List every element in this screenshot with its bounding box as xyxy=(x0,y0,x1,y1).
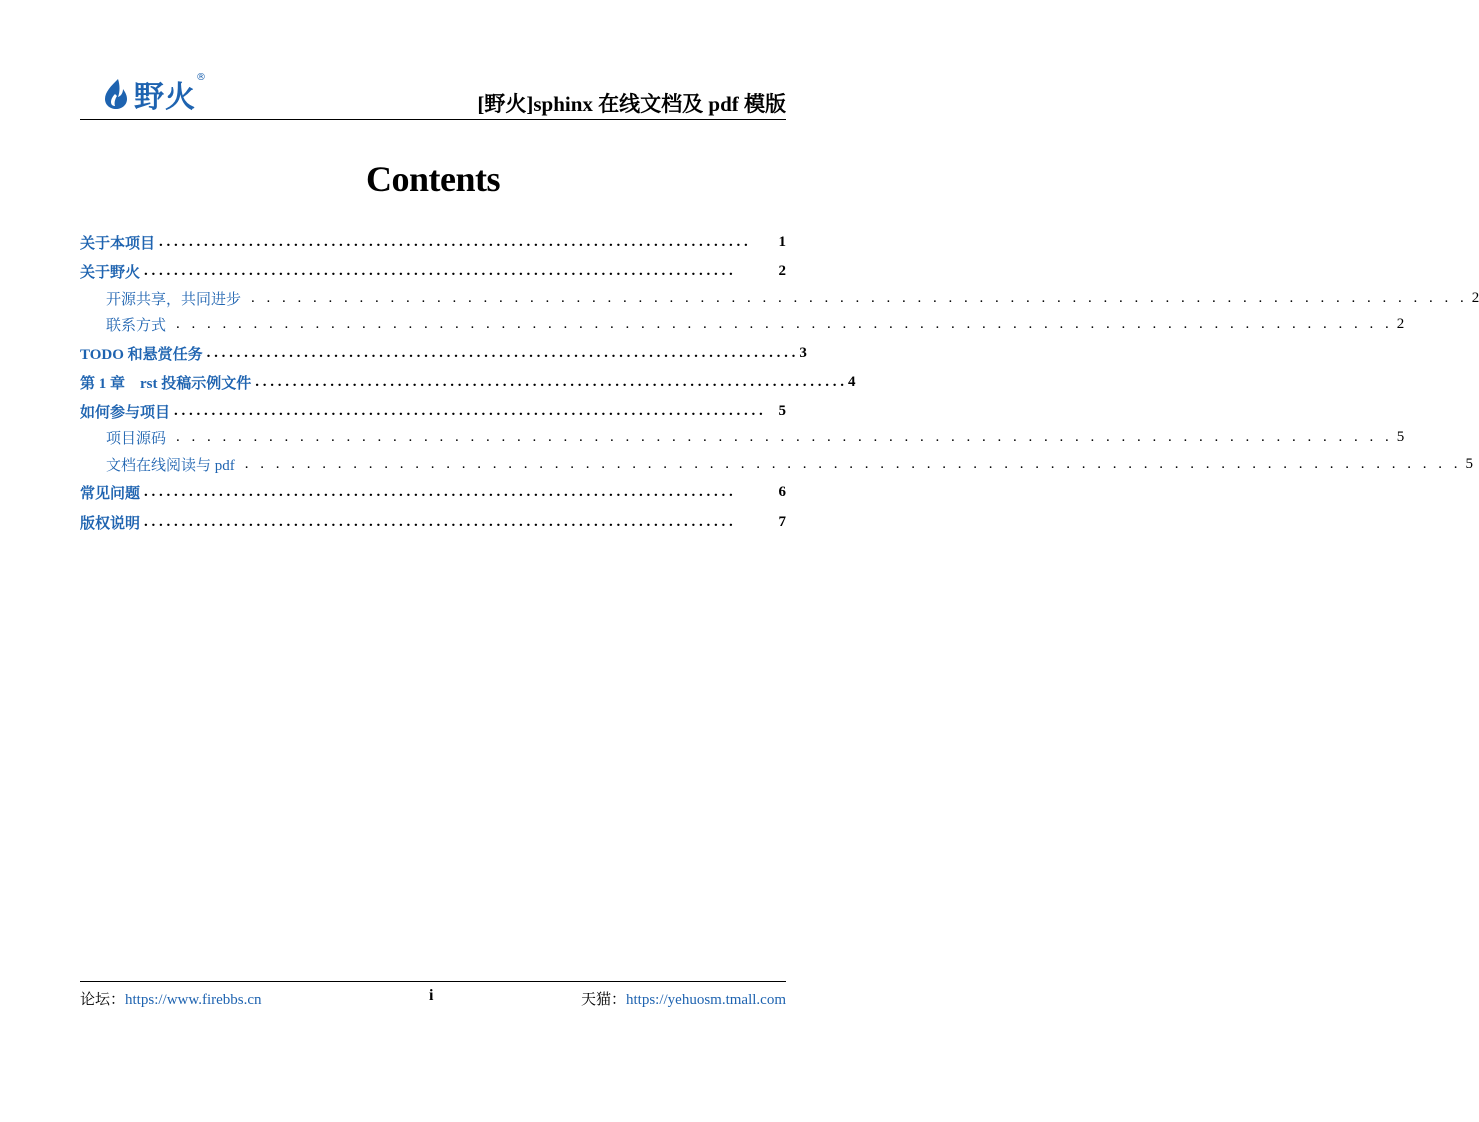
toc-entry[interactable] xyxy=(80,312,1405,336)
toc-entry-label[interactable]: 关于本项目 xyxy=(80,235,156,252)
forum-link[interactable]: https://www.firebbs.cn xyxy=(125,992,262,1008)
brand-logo xyxy=(102,72,206,116)
toc-entry-page[interactable]: 5 xyxy=(778,402,786,419)
page-number: i xyxy=(429,987,434,1004)
toc-entry-page[interactable]: 5 xyxy=(1465,455,1473,472)
toc-leader-dots: . . . . . . . . . . . . . . . . . . . . . . . . . . . . . . . . . . . . . . . . . . . . . . . . . . . . . . . . . . . . . . . . . . . . . . . . . . . . . . . xyxy=(144,483,733,500)
toc-entry-label[interactable]: 版权说明 xyxy=(80,515,141,532)
toc-leader-dots: . . . . . . . . . . . . . . . . . . . . . . . . . . . . . . . . . . . . . . . . . . . . . . . . . . . . . . . . . . . . . . . . . . . . . . . . . . . . . . . xyxy=(174,402,763,419)
toc-entry[interactable] xyxy=(80,370,856,394)
registered-mark: ® xyxy=(196,72,206,83)
page-footer xyxy=(80,981,786,1011)
toc-leader-dots: . . . . . . . . . . . . . . . . . . . . . . . . . . . . . . . . . . . . . . . . . . . . . . . . . . . . . . . . . . . . . . . . . . . . . . . . . . . . . . . xyxy=(159,233,748,250)
toc-entry-page[interactable]: 2 xyxy=(1396,315,1405,332)
tmall-link[interactable]: https://yehuosm.tmall.com xyxy=(626,992,786,1008)
document-title: [野火]sphinx 在线文档及 pdf 模版 xyxy=(477,92,786,116)
toc-leader-dots: . . . . . . . . . . . . . . . . . . . . . . . . . . . . . . . . . . . . . . . . . . . . . . . . . . . . . . . . . . . . . . . . . . . . . . . . . . . . . . . xyxy=(251,289,1468,306)
toc-entry-label[interactable]: 项目源码 xyxy=(106,430,167,447)
tmall-label: 天猫： xyxy=(580,992,626,1008)
toc-entry-page[interactable]: 2 xyxy=(778,262,786,279)
toc-entry-page[interactable]: 1 xyxy=(778,233,786,250)
page-title: Contents xyxy=(365,159,500,199)
toc-entry-label[interactable]: TODO 和悬赏任务 xyxy=(80,346,203,363)
toc-entry[interactable] xyxy=(80,341,807,365)
toc-entry[interactable] xyxy=(80,230,786,254)
page-header xyxy=(80,66,786,122)
toc-leader-dots: . . . . . . . . . . . . . . . . . . . . . . . . . . . . . . . . . . . . . . . . . . . . . . . . . . . . . . . . . . . . . . . . . . . . . . . . . . . . . . . xyxy=(206,344,796,361)
forum-label: 论坛： xyxy=(80,992,126,1008)
toc-entry-label[interactable]: 常见问题 xyxy=(80,485,141,502)
toc-entry-label[interactable]: 联系方式 xyxy=(106,317,167,334)
footer-divider xyxy=(80,981,786,982)
flame-icon xyxy=(102,78,130,110)
toc-entry-label[interactable]: 如何参与项目 xyxy=(80,404,171,421)
toc-leader-dots: . . . . . . . . . . . . . . . . . . . . . . . . . . . . . . . . . . . . . . . . . . . . . . . . . . . . . . . . . . . . . . . . . . . . . . . . . . . . . . . xyxy=(176,315,1393,332)
forum-info xyxy=(80,988,262,1009)
toc-entry-page[interactable]: 6 xyxy=(778,483,786,500)
toc-entry[interactable] xyxy=(80,425,1405,449)
toc-entry-page[interactable]: 5 xyxy=(1396,428,1405,445)
toc-entry-label[interactable]: 第 1 章 rst 投稿示例文件 xyxy=(80,375,252,392)
toc-leader-dots: . . . . . . . . . . . . . . . . . . . . . . . . . . . . . . . . . . . . . . . . . . . . . . . . . . . . . . . . . . . . . . . . . . . . . . . . . . . . . . . xyxy=(244,455,1462,472)
toc-entry[interactable] xyxy=(80,452,1473,476)
toc-entry[interactable] xyxy=(80,286,1479,310)
toc-leader-dots: . . . . . . . . . . . . . . . . . . . . . . . . . . . . . . . . . . . . . . . . . . . . . . . . . . . . . . . . . . . . . . . . . . . . . . . . . . . . . . . xyxy=(176,428,1393,445)
toc-entry-page[interactable]: 3 xyxy=(799,344,807,361)
toc-entry[interactable] xyxy=(80,399,786,423)
tmall-info xyxy=(581,988,786,1009)
toc-leader-dots: . . . . . . . . . . . . . . . . . . . . . . . . . . . . . . . . . . . . . . . . . . . . . . . . . . . . . . . . . . . . . . . . . . . . . . . . . . . . . . . xyxy=(144,262,733,279)
toc-entry[interactable] xyxy=(80,480,786,504)
toc-entry-label[interactable]: 关于野火 xyxy=(80,264,141,281)
toc-leader-dots: . . . . . . . . . . . . . . . . . . . . . . . . . . . . . . . . . . . . . . . . . . . . . . . . . . . . . . . . . . . . . . . . . . . . . . . . . . . . . . . xyxy=(144,513,733,530)
toc-entry[interactable] xyxy=(80,510,786,534)
toc-entry-page[interactable]: 2 xyxy=(1471,289,1479,306)
logo-text: 野火 xyxy=(134,80,196,115)
header-divider xyxy=(80,119,786,120)
toc-entry-page[interactable]: 4 xyxy=(848,373,856,390)
toc-entry[interactable] xyxy=(80,259,786,283)
toc-leader-dots: . . . . . . . . . . . . . . . . . . . . . . . . . . . . . . . . . . . . . . . . . . . . . . . . . . . . . . . . . . . . . . . . . . . . . . . . . . . . . . . xyxy=(255,373,844,390)
toc-entry-label[interactable]: 文档在线阅读与 pdf xyxy=(106,457,235,474)
toc-entry-label[interactable]: 开源共享，共同进步 xyxy=(106,291,242,308)
toc-entry-page[interactable]: 7 xyxy=(778,513,786,530)
